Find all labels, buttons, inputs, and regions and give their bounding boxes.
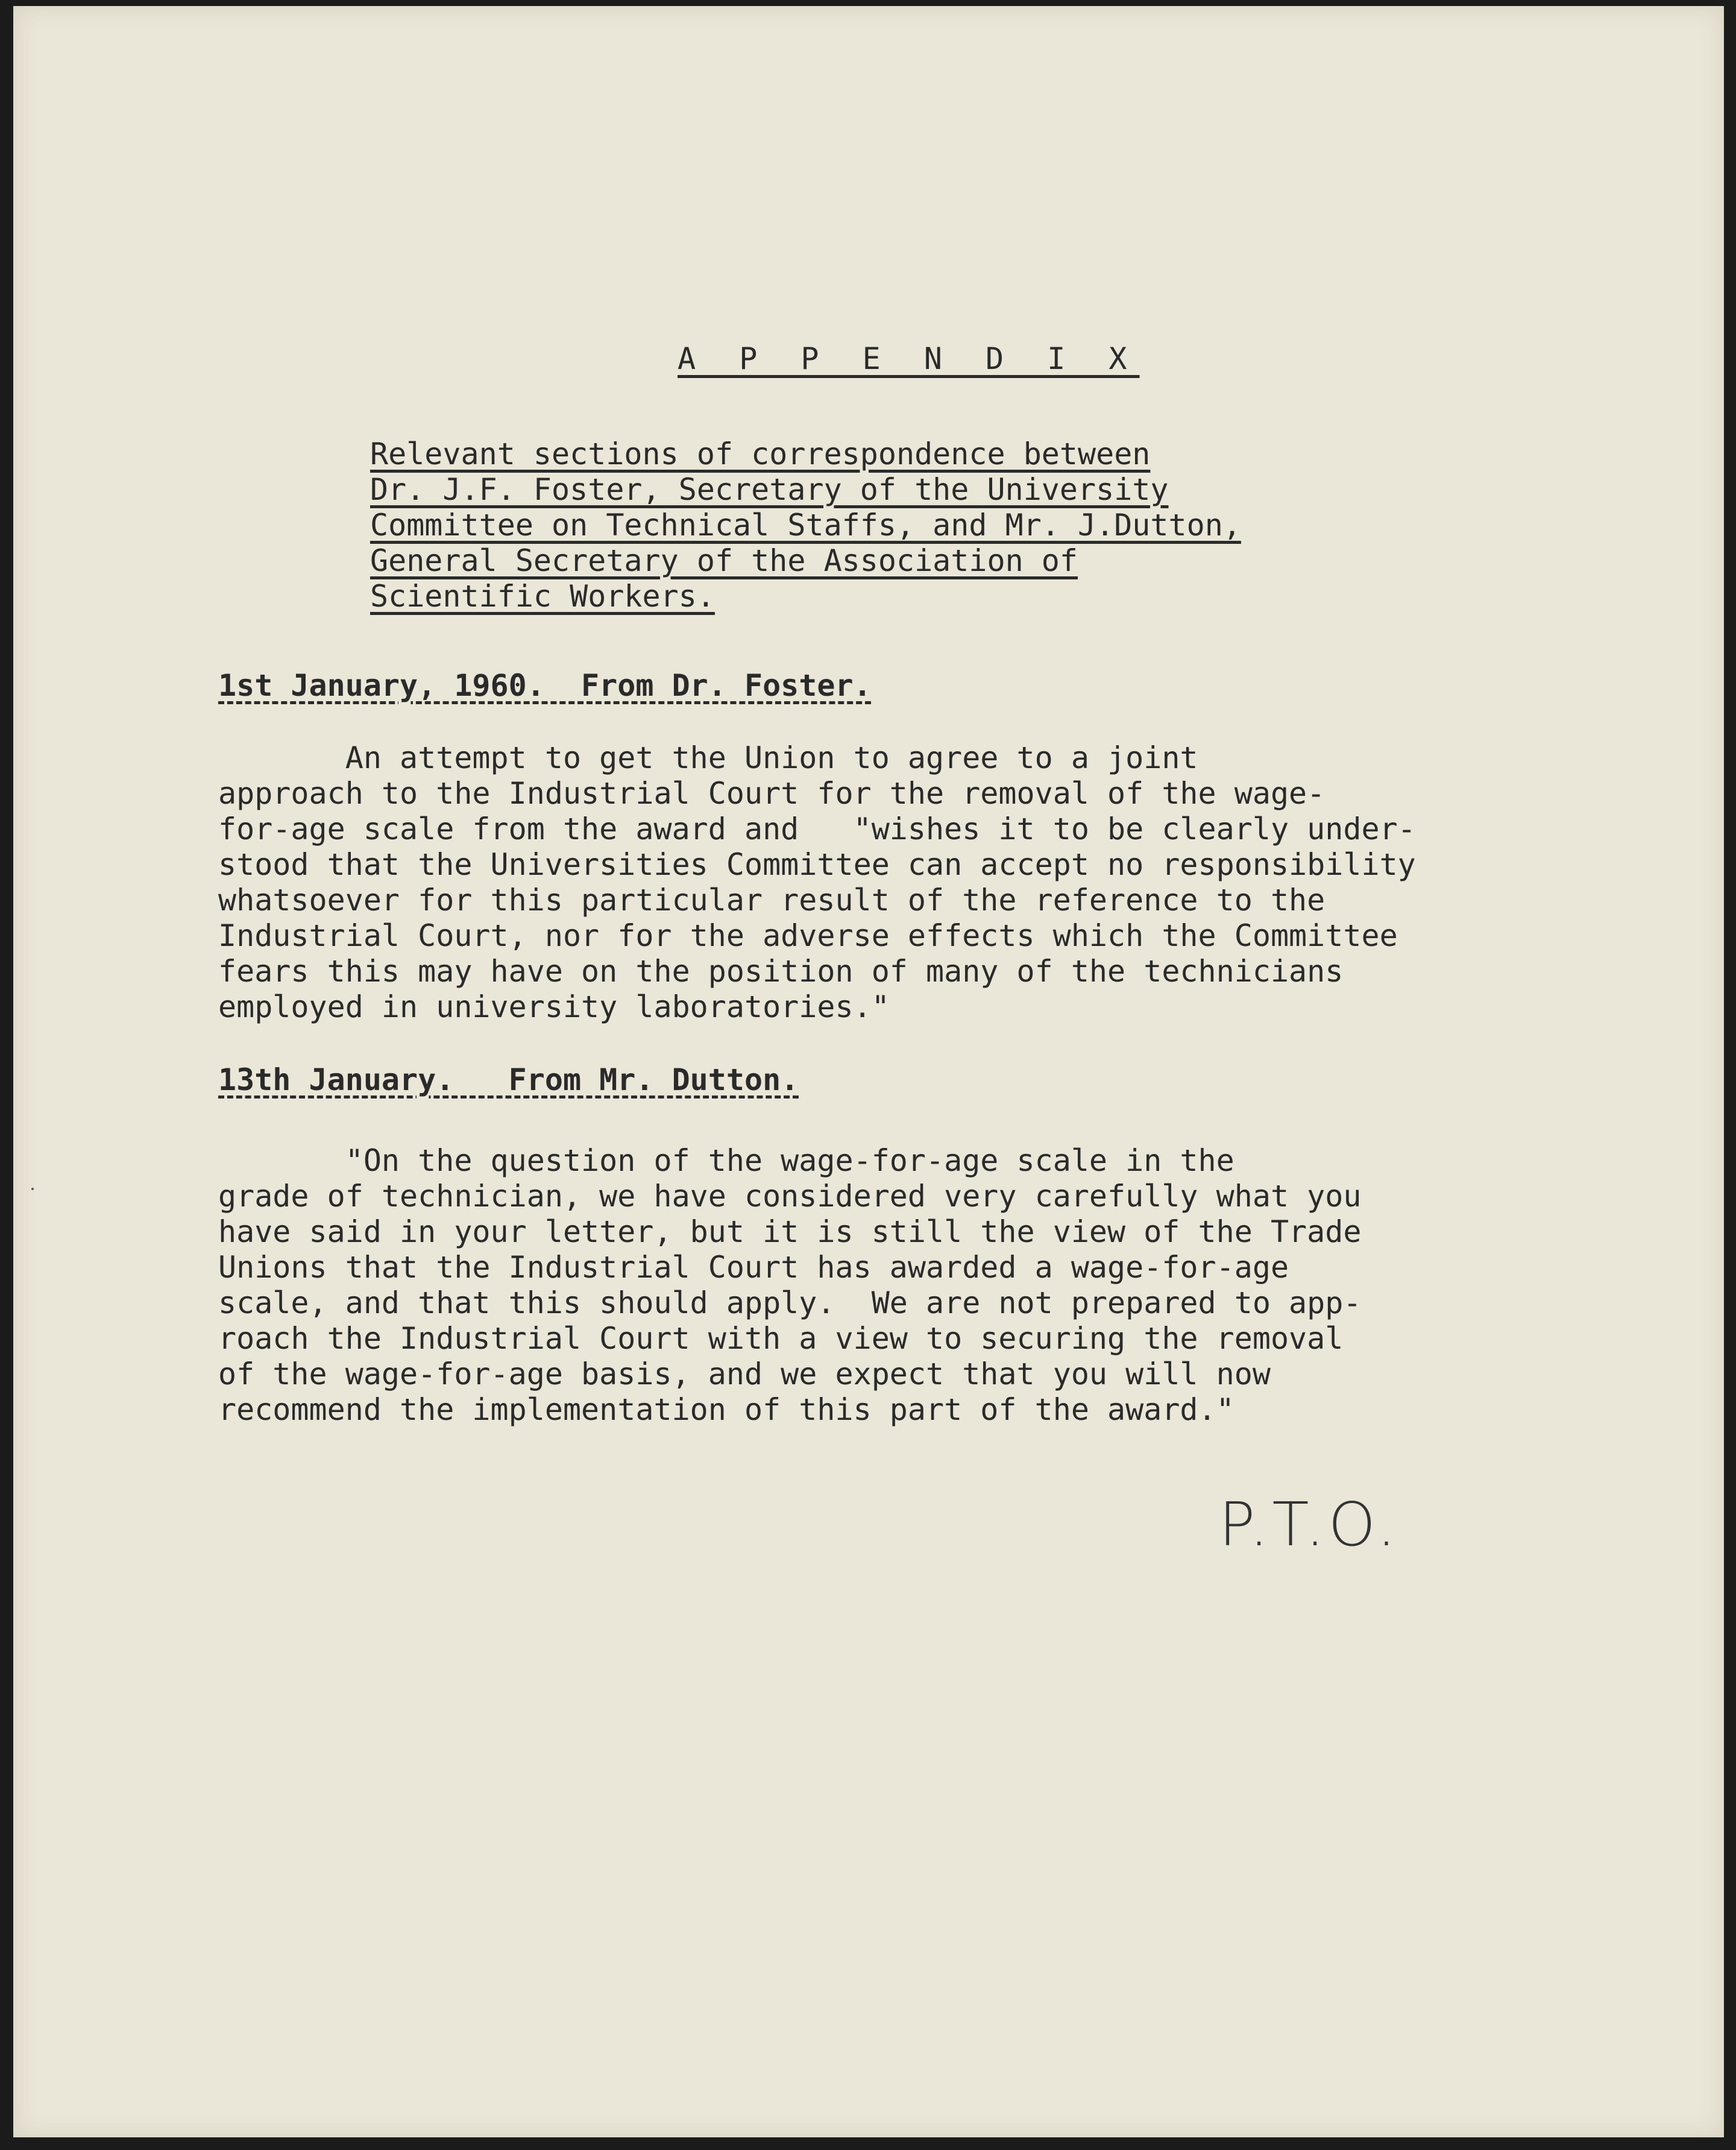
subject-line: Relevant sections of correspondence between [370, 437, 1151, 471]
body-line: employed in university laboratories." [218, 989, 890, 1024]
body-line: stood that the Universities Committee can accept no responsibility [218, 847, 1416, 882]
subject-line: General Secretary of the Association of [370, 543, 1078, 578]
body-line: "On the question of the wage-for-age scale in the [218, 1143, 1234, 1178]
body-line: roach the Industrial Court with a view to securing the removal [218, 1321, 1344, 1356]
paper-speck [31, 1188, 34, 1190]
body-line: whatsoever for this particular result of the reference to the [218, 883, 1326, 918]
body-line: of the wage-for-age basis, and we expect that you will now [218, 1357, 1271, 1392]
subject-line: Scientific Workers. [370, 579, 715, 614]
entry-heading-foster: 1st January, 1960. From Dr. Foster. [218, 668, 872, 703]
entry-body-dutton [218, 1143, 1701, 1428]
body-line: An attempt to get the Union to agree to a joint [218, 740, 1198, 775]
subject-block [370, 437, 1455, 614]
subject-line: Committee on Technical Staffs, and Mr. J.Dutton, [370, 508, 1241, 543]
body-line: grade of technician, we have considered very carefully what you [218, 1179, 1362, 1214]
entry-body-foster [218, 740, 1701, 1025]
body-line: have said in your letter, but it is still the view of the Trade [218, 1214, 1362, 1249]
body-line: scale, and that this should apply. We are not prepared to app- [218, 1285, 1362, 1320]
body-line: for-age scale from the award and "wishes it to be clearly under- [218, 812, 1416, 846]
document-page [13, 6, 1724, 2137]
body-line: approach to the Industrial Court for the removal of the wage- [218, 776, 1326, 811]
body-line: Unions that the Industrial Court has awarded a wage-for-age [218, 1250, 1289, 1285]
entry-heading-dutton: 13th January. From Mr. Dutton. [218, 1062, 799, 1097]
body-line: fears this may have on the position of many of the technicians [218, 954, 1344, 989]
page-title: A P P E N D I X [678, 341, 1140, 376]
handwritten-pto: P.T.O. [1219, 1489, 1400, 1560]
body-line: recommend the implementation of this part of the award." [218, 1392, 1234, 1427]
subject-line: Dr. J.F. Foster, Secretary of the University [370, 472, 1169, 507]
body-line: Industrial Court, nor for the adverse effects which the Committee [218, 918, 1398, 953]
